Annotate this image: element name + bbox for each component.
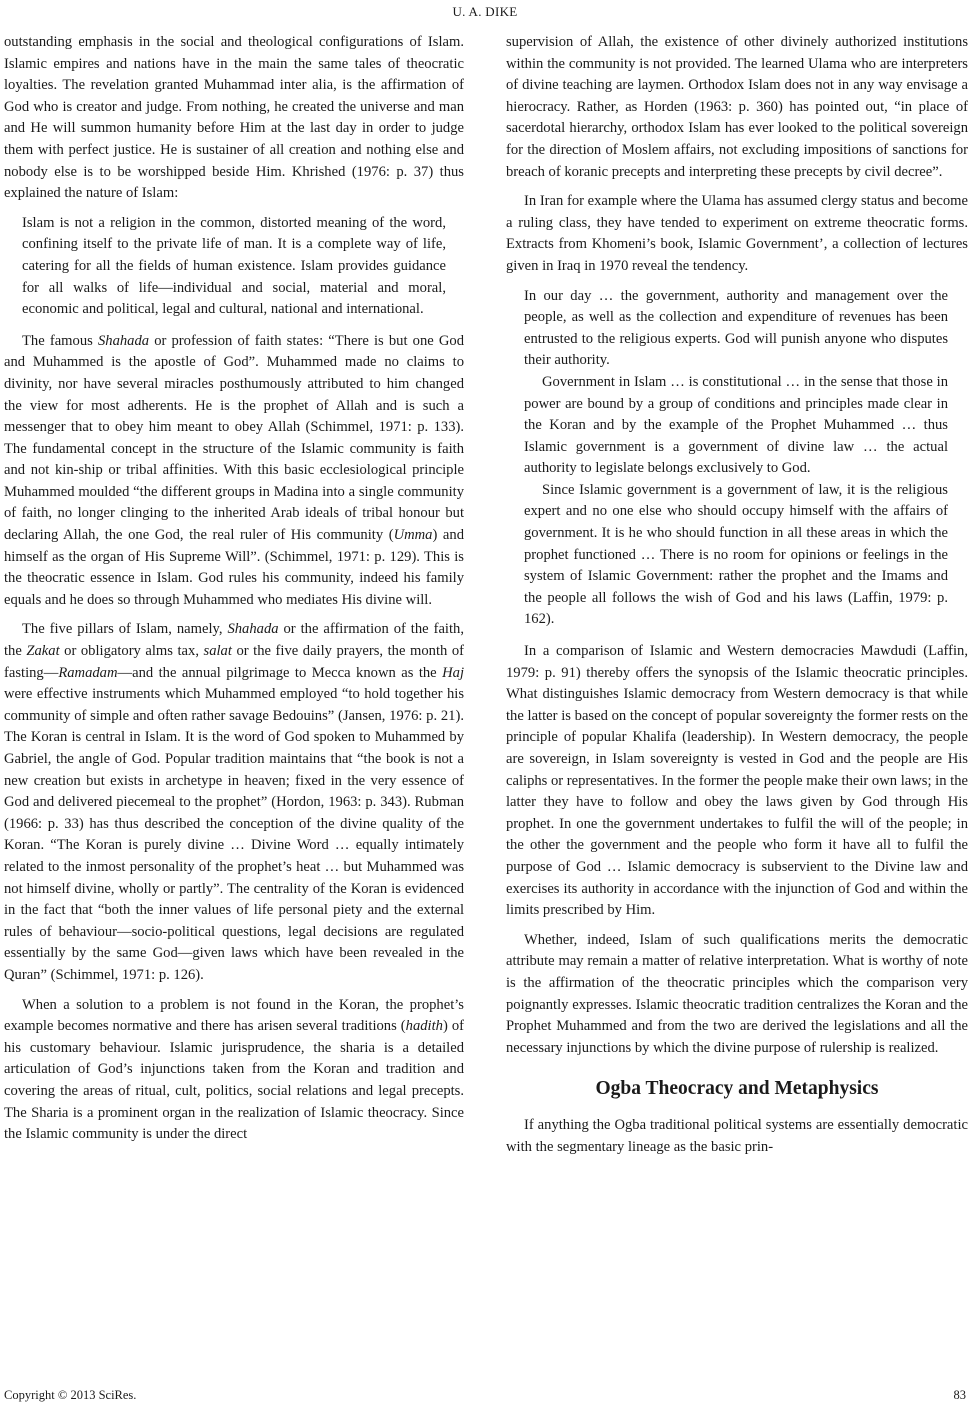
italic-term: Umma [393, 527, 433, 544]
quote-paragraph: In our day … the government, authority and management over the people, as well as the collection and expenditure of revenues has been entrusted to the religious experts. God will punish anyone who disputes their authority. [524, 287, 948, 369]
italic-term: hadith [405, 1018, 443, 1035]
paragraph: The five pillars of Islam, namely, Shahada or the affirmation of the faith, the Zakat or obligatory alms tax, salat or the five daily prayers, the month of fasting—Ramadam—and the annual pilgrimage to Mecca known as the Haj were effective instruments which Muhammed employed “to hold together his community of simple and often rather savage Bedouins” (Jansen, 1976: p. 21). The Koran is central in Islam. It is the word of God spoken to Muhammed by Gabriel, the angle of God. Popular tradition maintains that “the book is not a new creation but exists in archetype in heaven; fixed in the very essence of God and delivered piecemeal to the prophet” (Hordon, 1963: p. 343). Rubman (1966: p. 33) has thus described the conception of the divine quality of the Koran. “The Koran is purely divine … Divine Word … equally intimately related to the inmost personality of the prophet’s heat … but Muhammed was not himself divine, wholly or partly”. The centrality of the Koran is evidenced in the fact that “both the inner values of life personal piety and the external rules of behaviour—socio-political questions, legal decisions are regulated essentially by the same God—given laws which have been revealed in the Quran” (Schimmel, 1971: p. 126). [4, 621, 464, 983]
italic-term: Shahada [227, 621, 279, 638]
quote-paragraph: Government in Islam … is constitutional … in the sense that those in power are bound by a group of conditions and principles made clear in the Koran and by the example of the Prophet Muhammed … thus Islamic government is a government of divine law … the actual authority to legislate belongs exclusively to God. [524, 373, 948, 477]
block-quote [4, 213, 464, 321]
block-quote [506, 286, 968, 632]
copyright-notice: Copyright © 2013 SciRes. [4, 1388, 137, 1402]
page-number: 83 [953, 1388, 966, 1402]
right-column [506, 32, 968, 1167]
quote-paragraph: Islam is not a religion in the common, distorted meaning of the word, confining itself to the private life of man. It is a complete way of life, catering for all the fields of human existence. Islam provides guidance for all walks of life—individual and social, material and moral, economic and political, legal and cultural, national and international. [22, 214, 446, 318]
paragraph: In Iran for example where the Ulama has assumed clergy status and become a ruling class, they have tended to experiment on extreme theocratic forms. Extracts from Khomeni’s book, Islamic Government’, a collection of lectures given in Iraq in 1970 reveal the tendency. [506, 193, 968, 274]
quote-paragraph: Since Islamic government is a government of law, it is the religious expert and no one else who should occupy himself with the affairs of government. It is he who should function in all these areas in which the prophet functioned … There is no room for opinions or feelings in the system of Islamic Government: rather the prophet and the Imams and the people all follows the wish of God and his laws (Laffin, 1979: p. 162). [524, 481, 948, 628]
paragraph: Whether, indeed, Islam of such qualifications merits the democratic attribute may remain a matter of relative interpretation. What is worthy of note is the affirmation of the theocratic principles which the comparison very poignantly expresses. Islamic theocratic tradition centralizes the Koran and the Prophet Muhammed and from the two are derived the legislations and all the necessary injunctions by which the divine purpose of rulership is realized. [506, 931, 968, 1056]
italic-term: Shahada [97, 332, 150, 349]
paragraph: supervision of Allah, the existence of other divinely authorized institutions within the community is not provided. The learned Ulama who are interpreters of divine teaching are laymen. Orthodox Islam does not in any way envisage a hierocracy. Rather, as Horden (1963: p. 360) has pointed out, “in place of sacerdotal hierarchy, orthodox Islam has ever looked to the political sovereign for the direction of Moslem affairs, not excluding impositions of sanctions for breach of koranic precepts and interpreting these precepts by civil decree”. [506, 34, 968, 180]
paragraph: The famous Shahada or profession of faith states: “There is but one God and Muhammed is the apostle of God”. Muhammed made no claims to divinity, nor have several miracles posthumously attributed to him changed the view for most adherents. He is the prophet of Allah and is such a messenger that to obey him meant to obey Allah (Schimmel, 1971: p. 133). The fundamental concept in the structure of the Islamic community is faith and not kin-ship or tribal affinities. With this basic ecclesiological principle Muhammed moulded “the different groups in Madina into a single community of faith, no longer clinging to the inherited Arab ideals of tribal honour but declaring Allah, the one God, the real ruler of His community (Umma) and himself as the organ of His Supreme Will”. (Schimmel, 1971: p. 129). This is the theocratic essence in Islam. God rules his community, indeed his family equals and he does so through Muhammed who mediates His divine will. [4, 332, 465, 608]
italic-term: salat [203, 643, 232, 660]
section-heading: Ogba Theocracy and Metaphysics [595, 1078, 879, 1100]
paragraph: When a solution to a problem is not found in the Koran, the prophet’s example becomes normative and there has arisen several traditions (hadith) of his customary behaviour. Islamic jurisprudence, the sharia is a detailed articulation of God’s injunctions taken from the Koran and tradition and covering the areas of ritual, cult, politics, social relations and legal precepts. The Sharia is a prominent organ in the realization of Islamic theocracy. Since the Islamic community is under the direct [4, 996, 464, 1143]
italic-term: Zakat [26, 643, 60, 660]
left-column [4, 32, 464, 1154]
paragraph: outstanding emphasis in the social and theological configurations of Islam. Islamic empires and nations have in the main the same tales of theocratic loyalties. The revelation granted Muhammad inter alia, is the affirmation of God who is creator and judge. From nothing, he created the universe and man and He will summon humanity before Him at the last day in order to judge them with perfect justice. He is sustainer of all creation and nothing else and nobody else is to be worshipped beside Him. Khrished (1976: p. 37) thus explained the nature of Islam: [4, 34, 464, 202]
italic-term: Ramadam [58, 664, 118, 681]
paragraph: If anything the Ogba traditional political systems are essentially democratic with the segmentary lineage as the basic prin- [506, 1117, 968, 1155]
italic-term: Haj [442, 664, 464, 681]
running-header: U. A. DIKE [452, 4, 518, 19]
paragraph: In a comparison of Islamic and Western democracies Mawdudi (Laffin, 1979: p. 91) thereby offers the synopsis of the Islamic theocratic principles. What distinguishes Islamic democracy from Western democracy is that while the latter is based on the concept of popular sovereignty the former rests on the principle of popular Khalifa (leadership). In Western democracy, the people are sovereign, in Islam sovereignty is vested in God and the people are His caliphs or representatives. In the former the people make their own laws; in the latter they have to follow and obey the laws given by God through His prophet. In one the government undertakes to fulfil the will of the people; in the other the government and the people who form it have all to fulfil the purpose of God … Islamic democracy is subservient to the Divine law and exercises its authority in accordance with the injunction of God and within the limits prescribed by Him. [506, 643, 968, 919]
